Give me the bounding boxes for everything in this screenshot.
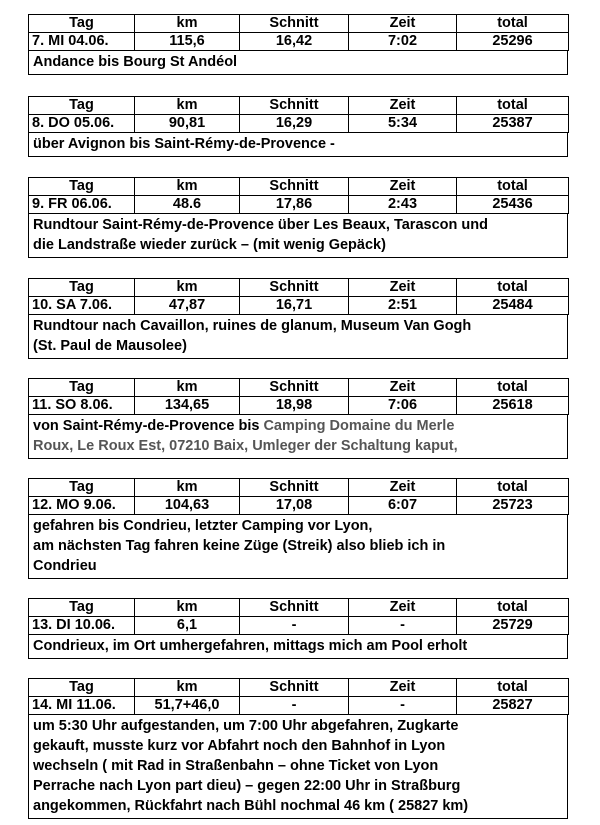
col-header-schnitt: Schnitt [240,178,349,196]
campsite-name: Camping Domaine du Merle [263,418,455,434]
entry-table [28,96,569,133]
cell-schnitt: 16,42 [240,33,349,51]
data-row [29,115,569,133]
cell-tag: 7. MI 04.06. [29,33,135,51]
cell-zeit: 2:43 [349,196,457,214]
cell-schnitt: 16,71 [240,297,349,315]
entry-note [28,515,568,579]
data-row [29,196,569,214]
entry-note [28,51,568,75]
col-header-zeit: Zeit [349,178,457,196]
cell-total: 25484 [457,297,569,315]
note-line: Andance bis Bourg St Andéol [33,54,238,70]
note-line: um 5:30 Uhr aufgestanden, um 7:00 Uhr abgefahren, Zugkarte [33,718,459,734]
cell-total: 25618 [457,397,569,415]
tour-entry-12 [28,478,568,579]
note-line [33,416,563,436]
col-header-tag: Tag [29,97,135,115]
col-header-zeit: Zeit [349,15,457,33]
col-header-tag: Tag [29,279,135,297]
cell-total: 25827 [457,697,569,715]
entry-table [28,478,569,515]
entry-note [28,214,568,258]
col-header-zeit: Zeit [349,679,457,697]
note-line: Perrache nach Lyon part dieu) – gegen 22:00 Uhr in Straßburg [33,778,461,794]
note-line: Rundtour nach Cavaillon, ruines de glanum, Museum Van Gogh [33,318,472,334]
cell-zeit: 2:51 [349,297,457,315]
tour-entry-8 [28,96,568,157]
col-header-total: total [457,379,569,397]
cell-km: 51,7+46,0 [135,697,240,715]
entry-table [28,278,569,315]
cell-total: 25387 [457,115,569,133]
data-row [29,697,569,715]
cell-zeit: 6:07 [349,497,457,515]
entry-table [28,14,569,51]
note-line: Rundtour Saint-Rémy-de-Provence über Les Beaux, Tarascon und [33,217,488,233]
col-header-tag: Tag [29,178,135,196]
note-line: über Avignon bis Saint-Rémy-de-Provence - [33,136,335,152]
note-line: Condrieu [33,558,97,574]
note-line: die Landstraße wieder zurück – (mit wenig Gepäck) [33,237,386,253]
col-header-total: total [457,479,569,497]
col-header-total: total [457,279,569,297]
note-line: Roux, Le Roux Est, 07210 Baix, Umleger der Schaltung kaput, [33,438,458,454]
cell-tag: 12. MO 9.06. [29,497,135,515]
data-row [29,297,569,315]
col-header-schnitt: Schnitt [240,679,349,697]
cell-total: 25436 [457,196,569,214]
col-header-zeit: Zeit [349,279,457,297]
entry-table [28,177,569,214]
tour-entry-9 [28,177,568,258]
note-text: von Saint-Rémy-de-Provence bis [33,418,264,434]
header-row [29,279,569,297]
col-header-total: total [457,15,569,33]
col-header-schnitt: Schnitt [240,97,349,115]
header-row [29,379,569,397]
header-row [29,479,569,497]
col-header-km: km [135,178,240,196]
cell-tag: 9. FR 06.06. [29,196,135,214]
data-row [29,497,569,515]
col-header-zeit: Zeit [349,97,457,115]
cell-total: 25729 [457,617,569,635]
col-header-total: total [457,599,569,617]
col-header-tag: Tag [29,479,135,497]
entry-note [28,415,568,459]
cell-zeit: 7:02 [349,33,457,51]
entry-note [28,635,568,659]
tour-entry-13 [28,598,568,659]
cell-schnitt: 17,86 [240,196,349,214]
cell-km: 48.6 [135,196,240,214]
col-header-tag: Tag [29,599,135,617]
note-line: (St. Paul de Mausolee) [33,338,187,354]
header-row [29,178,569,196]
cell-total: 25296 [457,33,569,51]
col-header-km: km [135,15,240,33]
cell-schnitt: - [240,697,349,715]
cell-km: 90,81 [135,115,240,133]
cell-zeit: - [349,697,457,715]
tour-entry-7 [28,14,568,75]
cell-zeit: 7:06 [349,397,457,415]
col-header-km: km [135,479,240,497]
col-header-schnitt: Schnitt [240,379,349,397]
col-header-km: km [135,279,240,297]
note-line: Condrieux, im Ort umhergefahren, mittags mich am Pool erholt [33,638,468,654]
cell-tag: 11. SO 8.06. [29,397,135,415]
entry-note [28,133,568,157]
entry-note [28,715,568,819]
col-header-tag: Tag [29,15,135,33]
data-row [29,617,569,635]
col-header-km: km [135,97,240,115]
header-row [29,599,569,617]
entry-table [28,678,569,715]
col-header-schnitt: Schnitt [240,15,349,33]
entry-note [28,315,568,359]
cell-schnitt: 18,98 [240,397,349,415]
col-header-total: total [457,97,569,115]
col-header-zeit: Zeit [349,599,457,617]
cell-zeit: - [349,617,457,635]
note-line: wechseln ( mit Rad in Straßenbahn – ohne Ticket von Lyon [33,758,439,774]
cell-schnitt: 16,29 [240,115,349,133]
col-header-schnitt: Schnitt [240,599,349,617]
note-line: am nächsten Tag fahren keine Züge (Streik) also blieb ich in [33,538,446,554]
col-header-km: km [135,679,240,697]
col-header-tag: Tag [29,379,135,397]
note-line: gefahren bis Condrieu, letzter Camping vor Lyon, [33,518,373,534]
data-row [29,397,569,415]
col-header-tag: Tag [29,679,135,697]
col-header-total: total [457,679,569,697]
cell-tag: 14. MI 11.06. [29,697,135,715]
header-row [29,15,569,33]
cell-total: 25723 [457,497,569,515]
col-header-schnitt: Schnitt [240,279,349,297]
cell-tag: 10. SA 7.06. [29,297,135,315]
col-header-zeit: Zeit [349,379,457,397]
col-header-km: km [135,599,240,617]
entry-table [28,598,569,635]
tour-entry-10 [28,278,568,359]
note-line: gekauft, musste kurz vor Abfahrt noch den Bahnhof in Lyon [33,738,446,754]
cell-tag: 8. DO 05.06. [29,115,135,133]
header-row [29,97,569,115]
note-line: angekommen, Rückfahrt nach Bühl nochmal 46 km ( 25827 km) [33,798,469,814]
col-header-zeit: Zeit [349,479,457,497]
cell-km: 115,6 [135,33,240,51]
cell-tag: 13. DI 10.06. [29,617,135,635]
entry-table [28,378,569,415]
cell-schnitt: - [240,617,349,635]
tour-entry-11 [28,378,568,459]
cell-zeit: 5:34 [349,115,457,133]
header-row [29,679,569,697]
tour-entry-14 [28,678,568,819]
col-header-total: total [457,178,569,196]
cell-km: 47,87 [135,297,240,315]
cell-km: 104,63 [135,497,240,515]
cell-schnitt: 17,08 [240,497,349,515]
data-row [29,33,569,51]
cell-km: 6,1 [135,617,240,635]
cell-km: 134,65 [135,397,240,415]
col-header-km: km [135,379,240,397]
col-header-schnitt: Schnitt [240,479,349,497]
